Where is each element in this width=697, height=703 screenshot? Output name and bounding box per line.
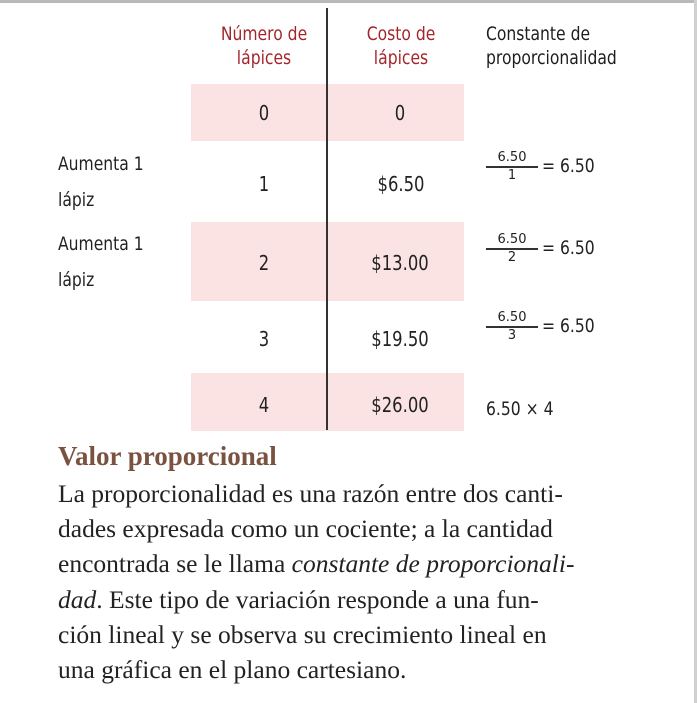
section-title: Valor proporcional (58, 441, 277, 471)
fraction-numerator: 6.50 (497, 150, 527, 165)
paragraph-line (58, 546, 648, 581)
side-note-2: Aumenta 1 lápiz (58, 233, 144, 291)
fraction-result: = 6.50 (542, 315, 595, 338)
cell-count-2: 2 (258, 251, 270, 275)
side-note-1: Aumenta 1 lápiz (58, 153, 144, 211)
fraction-result: = 6.50 (542, 237, 595, 260)
cell-count-3: 3 (258, 327, 270, 351)
fraction-numerator: 6.50 (497, 232, 527, 247)
fraction-result: = 6.50 (542, 155, 595, 178)
paragraph-text: . Este tipo de variación responde a una fun- (96, 584, 539, 614)
fraction-denominator: 2 (507, 249, 517, 265)
header-count: Número de lápices (220, 23, 308, 69)
constant-product: 6.50 × 4 (486, 398, 554, 420)
cell-cost-4: $26.00 (371, 393, 429, 417)
paragraph-line: ción lineal y se observa su crecimiento lineal en (58, 619, 547, 649)
fraction-numerator: 6.50 (497, 310, 527, 325)
paragraph-line: La proporcionalidad es una razón entre dos canti- (58, 479, 563, 508)
cell-cost-3: $19.50 (371, 327, 429, 351)
italic-term: constante de proporcionali- (291, 549, 575, 579)
cell-cost-1: $6.50 (377, 172, 425, 196)
paragraph-line: dades expresada como un cociente; a la cantidad (58, 514, 553, 544)
cell-count-1: 1 (258, 172, 270, 196)
paragraph-text: encontrada se le llama (58, 549, 292, 579)
cell-count-0: 0 (258, 101, 270, 125)
fraction-1 (486, 150, 606, 183)
fraction-2 (486, 232, 606, 265)
paragraph-line: una gráfica en el plano cartesiano. (58, 655, 407, 685)
definition-paragraph (58, 476, 648, 687)
cell-count-4: 4 (258, 393, 270, 417)
fraction-denominator: 1 (507, 167, 517, 183)
italic-term-end: dad (58, 584, 97, 614)
header-constant: Constante de proporcionalidad (486, 23, 617, 69)
fraction-3 (486, 310, 606, 343)
header-cost: Costo de lápices (366, 23, 436, 69)
top-border (0, 0, 697, 3)
column-divider (326, 8, 328, 430)
cell-cost-0: 0 (394, 101, 406, 125)
fraction-denominator: 3 (507, 327, 517, 343)
cell-cost-2: $13.00 (371, 251, 429, 275)
paragraph-line (58, 582, 648, 617)
